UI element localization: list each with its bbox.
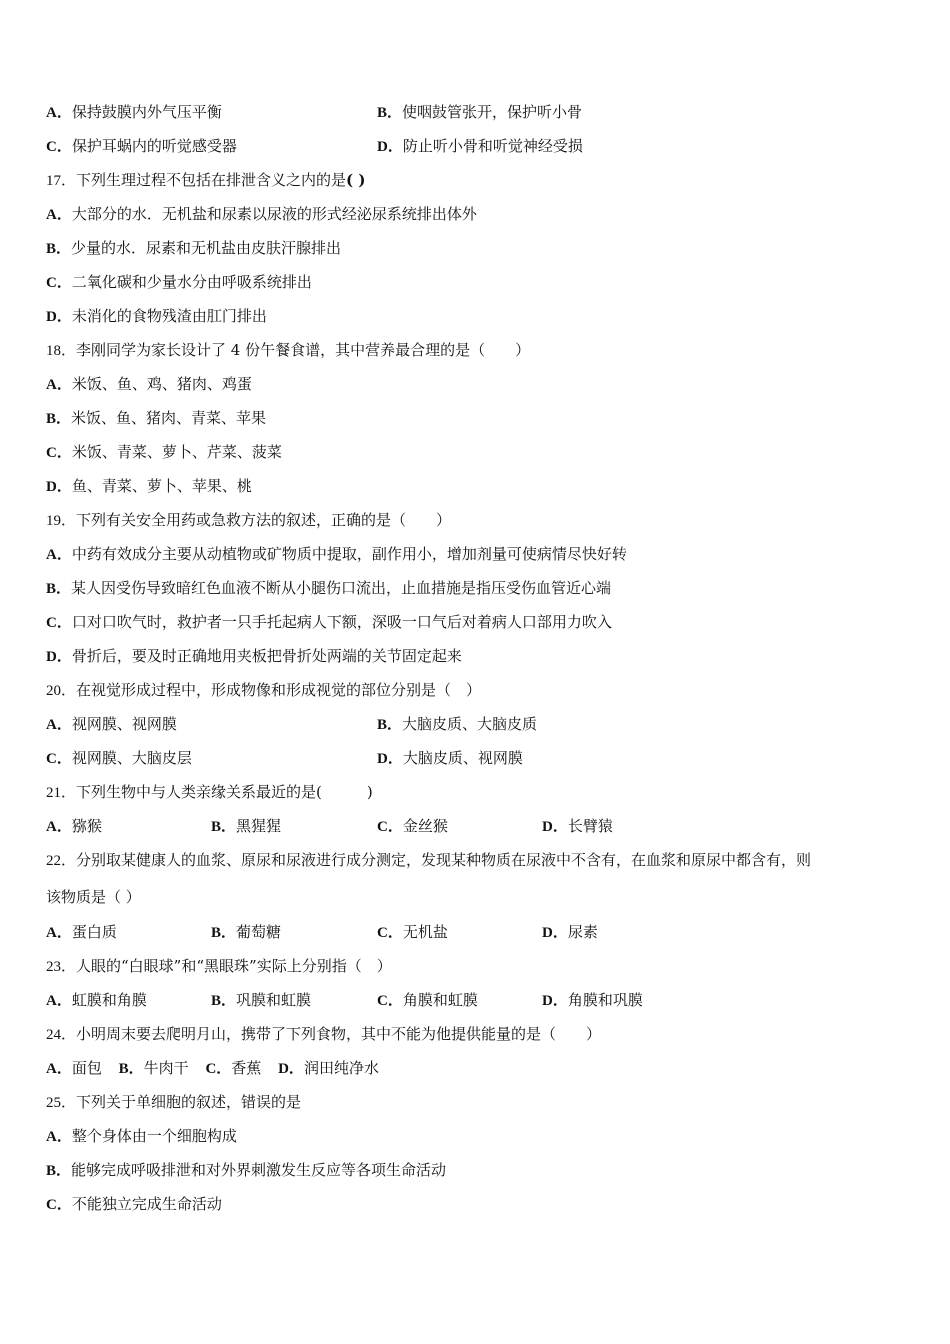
- q21-option-b: B．黑猩猩: [211, 817, 282, 835]
- q23-option-a: A．虹膜和角膜: [46, 991, 147, 1009]
- q17-option-b: B．少量的水．尿素和无机盐由皮肤汗腺排出: [46, 239, 342, 257]
- q18-option-a: A．米饭、鱼、鸡、猪肉、鸡蛋: [46, 375, 252, 393]
- q18-stem: 18．李刚同学为家长设计了 4 份午餐食谱，其中营养最合理的是（ ）: [46, 341, 531, 359]
- q18-option-d: D．鱼、青菜、萝卜、苹果、桃: [46, 477, 252, 495]
- q20-option-d: D．大脑皮质、视网膜: [377, 749, 523, 767]
- q24-option-c: C．香蕉: [205, 1059, 262, 1077]
- q22-option-c: C．无机盐: [377, 923, 448, 941]
- q17-option-c: C．二氧化碳和少量水分由呼吸系统排出: [46, 273, 312, 291]
- q22-option-d: D．尿素: [542, 923, 598, 941]
- q25-option-c: C．不能独立完成生命活动: [46, 1195, 222, 1213]
- q16-option-a: A．保持鼓膜内外气压平衡: [46, 103, 222, 121]
- q16-option-c: C．保护耳蜗内的听觉感受器: [46, 137, 237, 155]
- q19-stem: 19．下列有关安全用药或急救方法的叙述，正确的是（ ）: [46, 511, 452, 529]
- q20-option-b: B．大脑皮质、大脑皮质: [377, 715, 538, 733]
- q22-option-b: B．葡萄糖: [211, 923, 282, 941]
- q24-stem: 24．小明周末要去爬明月山，携带了下列食物，其中不能为他提供能量的是（ ）: [46, 1025, 602, 1043]
- q21-stem: 21．下列生物中与人类亲缘关系最近的是( ): [46, 783, 373, 801]
- q20-option-a: A．视网膜、视网膜: [46, 715, 177, 733]
- q16-option-b: B．使咽鼓管张开，保护听小骨: [377, 103, 583, 121]
- q19-option-a: A．中药有效成分主要从动植物或矿物质中提取，副作用小，增加剂量可使病情尽快好转: [46, 545, 627, 563]
- q21-option-d: D．长臂猿: [542, 817, 613, 835]
- q22-stem-line2: 该物质是（ ）: [46, 888, 141, 906]
- q17-option-d: D．未消化的食物残渣由肛门排出: [46, 307, 267, 325]
- q22-stem-line1: 22．分别取某健康人的血浆、原尿和尿液进行成分测定，发现某种物质在尿液中不含有，在血浆和原尿中都含有，则: [46, 851, 812, 869]
- q20-option-c: C．视网膜、大脑皮层: [46, 749, 192, 767]
- q16-option-d: D．防止听小骨和听觉神经受损: [377, 137, 583, 155]
- q20-stem: 20．在视觉形成过程中，形成物像和形成视觉的部位分别是（ ）: [46, 681, 482, 699]
- q23-option-d: D．角膜和巩膜: [542, 991, 643, 1009]
- q24-option-d: D．润田纯净水: [278, 1059, 379, 1077]
- q23-option-c: C．角膜和虹膜: [377, 991, 478, 1009]
- q19-option-d: D．骨折后，要及时正确地用夹板把骨折处两端的关节固定起来: [46, 647, 462, 665]
- q17-option-a: A．大部分的水．无机盐和尿素以尿液的形式经泌尿系统排出体外: [46, 205, 477, 223]
- q24-option-a: A．面包: [46, 1059, 102, 1077]
- q18-option-c: C．米饭、青菜、萝卜、芹菜、菠菜: [46, 443, 282, 461]
- q17-stem: 17．下列生理过程不包括在排泄含义之内的是( ): [46, 171, 366, 189]
- q25-option-b: B．能够完成呼吸排泄和对外界刺激发生反应等各项生命活动: [46, 1161, 447, 1179]
- q21-option-a: A．猕猴: [46, 817, 102, 835]
- q19-option-c: C．口对口吹气时，救护者一只手托起病人下额，深吸一口气后对着病人口部用力吹入: [46, 613, 612, 631]
- q18-option-b: B．米饭、鱼、猪肉、青菜、苹果: [46, 409, 267, 427]
- q25-option-a: A．整个身体由一个细胞构成: [46, 1127, 237, 1145]
- q25-stem: 25．下列关于单细胞的叙述，错误的是: [46, 1093, 302, 1111]
- q22-option-a: A．蛋白质: [46, 923, 117, 941]
- q23-stem: 23．人眼的“白眼球”和“黑眼珠”实际上分别指（ ）: [46, 957, 392, 975]
- q24-option-b: B．牛肉干: [118, 1059, 189, 1077]
- q21-option-c: C．金丝猴: [377, 817, 448, 835]
- q23-option-b: B．巩膜和虹膜: [211, 991, 312, 1009]
- q19-option-b: B．某人因受伤导致暗红色血液不断从小腿伤口流出，止血措施是指压受伤血管近心端: [46, 579, 612, 597]
- q24-options-row: [46, 1058, 379, 1079]
